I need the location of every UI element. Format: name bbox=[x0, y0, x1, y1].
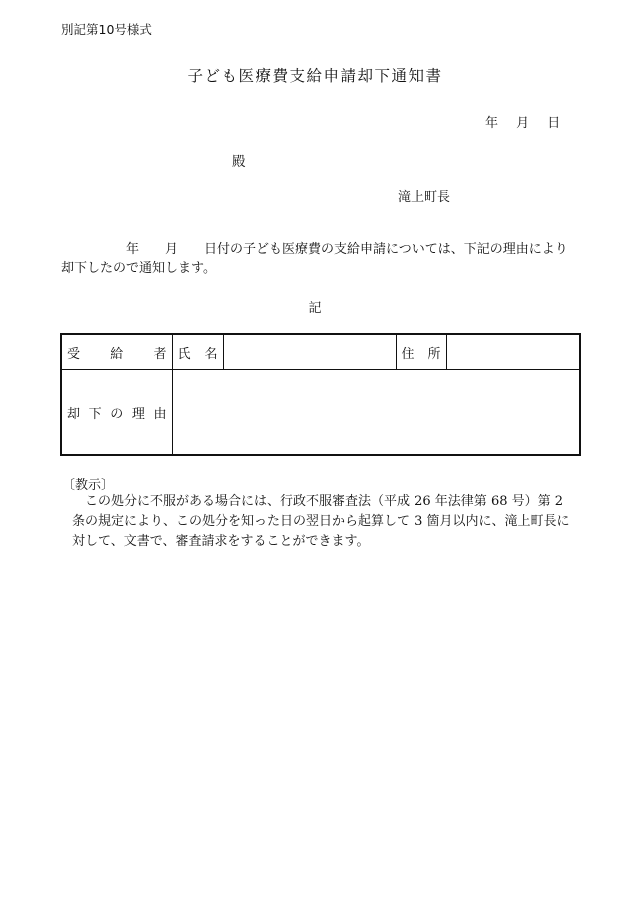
body-paragraph: 年 月 日付の子ども医療費の支給申請については、下記の理由により却下したので通知します。 bbox=[61, 242, 568, 276]
date-line: 年 月 日 bbox=[485, 116, 561, 131]
table-row-recipient bbox=[61, 334, 580, 370]
addressee-suffix: 殿 bbox=[232, 154, 246, 170]
reason-label-char: の bbox=[110, 406, 124, 422]
table-row-reason bbox=[61, 370, 580, 456]
name-label-char: 氏 bbox=[177, 346, 191, 362]
ki-heading: 記 bbox=[308, 301, 322, 316]
name-label-cell bbox=[172, 334, 223, 370]
reason-value-cell[interactable] bbox=[172, 370, 580, 456]
notice-heading: 〔教示〕 bbox=[62, 478, 115, 493]
address-label-cell bbox=[396, 334, 446, 370]
recipient-label-char: 受 bbox=[67, 346, 81, 362]
recipient-label-cell bbox=[61, 334, 172, 370]
address-value-cell[interactable] bbox=[446, 334, 580, 370]
document-title: 子ども医療費支給申請却下通知書 bbox=[187, 67, 443, 85]
reason-label-char: 下 bbox=[88, 406, 102, 422]
reason-label-char: 却 bbox=[67, 406, 81, 422]
name-value-cell[interactable] bbox=[223, 334, 396, 370]
address-label-char: 住 bbox=[401, 346, 415, 362]
address-label-char: 所 bbox=[427, 346, 441, 362]
name-label-char: 名 bbox=[204, 346, 218, 362]
record-table bbox=[60, 333, 581, 456]
recipient-label-char: 者 bbox=[153, 346, 167, 362]
issuer-name: 滝上町長 bbox=[398, 190, 451, 205]
form-number-label: 別記第10号様式 bbox=[61, 22, 152, 37]
reason-label-cell bbox=[61, 370, 172, 456]
recipient-label-char: 給 bbox=[110, 346, 124, 362]
reason-label-char: 理 bbox=[131, 406, 145, 422]
notice-body: この処分に不服がある場合には、行政不服審査法（平成 26 年法律第 68 号）第 2 条の規定により、この処分を知った日の翌日から起算して 3 箇月以内に、滝上町長に対して、文書で、審査請求をすることができます。 bbox=[72, 494, 570, 549]
reason-label-char: 由 bbox=[153, 406, 167, 422]
